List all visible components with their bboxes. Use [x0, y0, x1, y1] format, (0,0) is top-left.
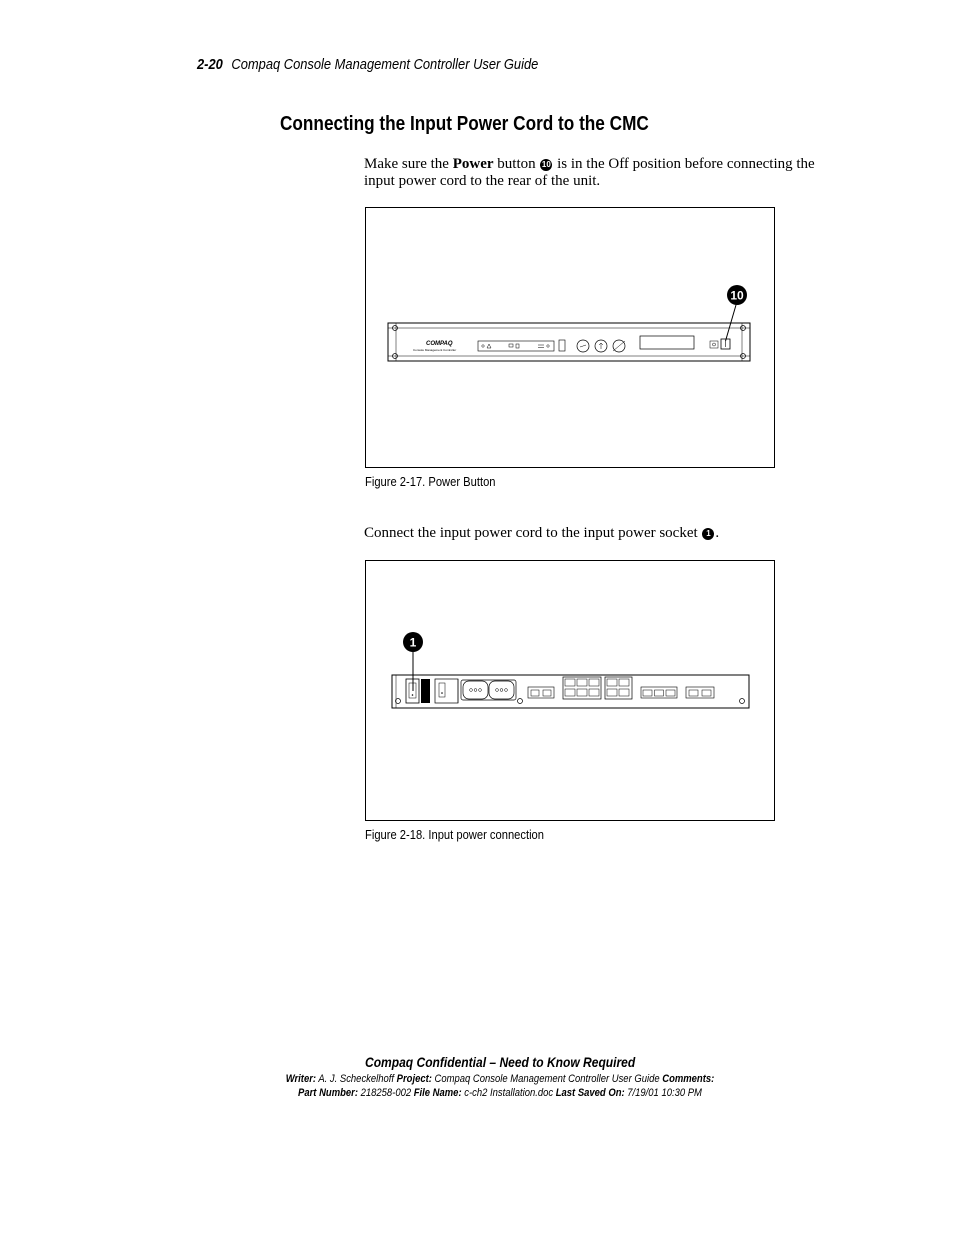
rj-port-block-2	[605, 677, 632, 699]
figure-input-power-connection	[365, 560, 775, 821]
saved-label: Last Saved On:	[555, 1087, 625, 1099]
confidential-notice: Compaq Confidential – Need to Know Required	[364, 1054, 636, 1070]
para1-text-after: is in the Off position before connecting the input power cord to the rear of the unit.	[364, 156, 815, 189]
instruction-paragraph-cord	[364, 525, 839, 542]
display-window	[640, 336, 694, 349]
figure-caption-input-power: Figure 2-18. Input power connection	[365, 827, 545, 842]
project-value: Compaq Console Management Controller User Guide	[434, 1073, 660, 1085]
rj-port-pair-1	[528, 687, 554, 698]
para2-text-after: .	[715, 525, 720, 541]
front-panel-illustration	[366, 208, 773, 466]
section-title: Connecting the Input Power Cord to the CMC	[280, 113, 649, 135]
para2-text-before: Connect the input power cord to the input power socket	[364, 525, 702, 541]
power-module	[435, 679, 458, 703]
compaq-logo: COMPAQ	[426, 341, 453, 347]
instruction-paragraph-power	[364, 156, 839, 190]
saved-value: 7/19/01 10:30 PM	[627, 1087, 702, 1099]
outlet-pair	[461, 680, 516, 700]
writer-label: Writer:	[285, 1073, 317, 1085]
part-value: 218258-002	[360, 1087, 412, 1099]
power-switch-block	[421, 679, 430, 703]
footer-line-1	[70, 1072, 930, 1086]
rj-port-triple	[641, 687, 677, 698]
controller-subtitle: Console Management Controller	[413, 348, 457, 352]
para1-text-before: Make sure the	[364, 156, 453, 172]
guide-title: Compaq Console Management Controller User Guide	[231, 56, 539, 73]
rj-port-pair-2	[686, 687, 714, 698]
running-header	[197, 56, 538, 73]
confidential-footer	[0, 1054, 954, 1100]
file-label: File Name:	[413, 1087, 462, 1099]
callout-1-label: 1	[409, 635, 417, 650]
power-indicator	[710, 341, 718, 348]
callout-1-inline-icon: 1	[702, 528, 714, 540]
rear-panel-illustration	[366, 561, 773, 819]
power-term: Power	[452, 156, 494, 172]
footer-line-2	[70, 1086, 930, 1100]
page-number: 2-20	[197, 56, 223, 73]
front-slot	[559, 340, 565, 351]
project-label: Project:	[396, 1073, 432, 1085]
figure-power-button	[365, 207, 775, 468]
para1-text-mid: button	[493, 156, 540, 172]
figure-caption-power-button: Figure 2-17. Power Button	[365, 474, 496, 489]
callout-10-label: 10	[730, 288, 744, 303]
writer-value: A. J. Scheckelhoff	[318, 1073, 395, 1085]
part-label: Part Number:	[298, 1087, 358, 1099]
callout-10-inline-icon: 10	[541, 160, 551, 169]
file-value: c-ch2 Installation.doc	[464, 1087, 554, 1099]
rj-port-block-1	[563, 677, 601, 699]
comments-label: Comments:	[662, 1073, 715, 1085]
